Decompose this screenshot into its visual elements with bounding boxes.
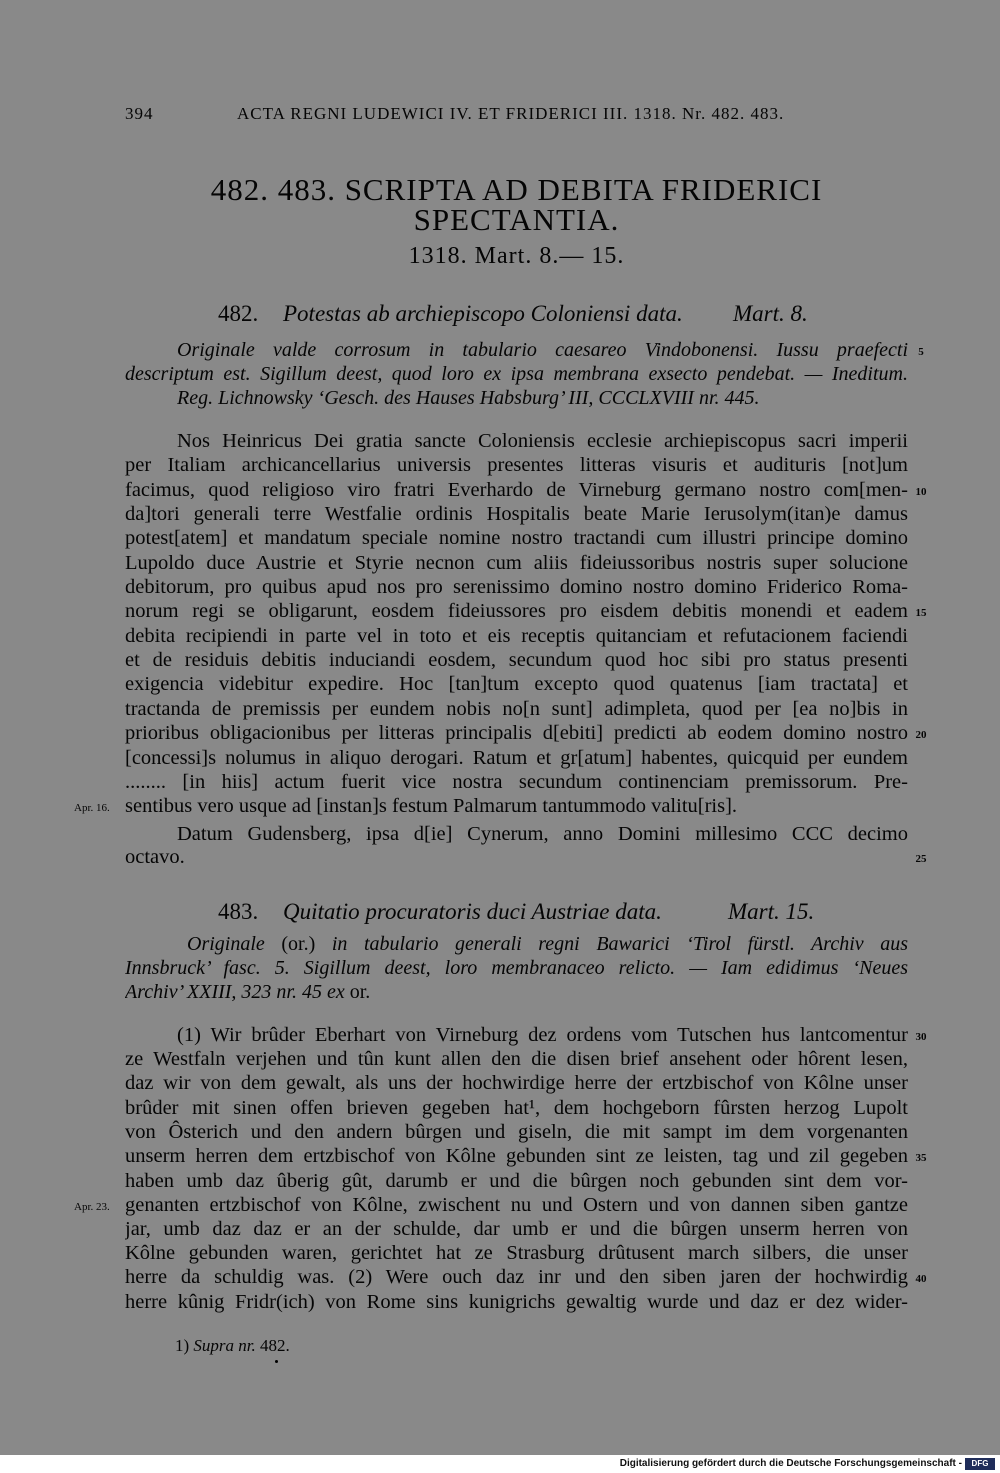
text-line: debita recipiendi in parte vel in toto et eis receptis quitanciam et refutacionem faciendi <box>125 625 908 647</box>
note-segment-siglum: or. <box>349 981 371 1003</box>
section-title: 482. 483. SCRIPTA AD DEBITA FRIDERICI <box>210 172 823 207</box>
text-line: per Italiam archicancellarius universis presentes litteras visuris et audituris [not]um <box>125 454 908 476</box>
ink-speck <box>275 1360 278 1363</box>
text-line: debitorum, pro quibus apud nos pro serenissimo domino nostro domino Friderico Roma- <box>125 576 908 598</box>
text-line: herre da schuldig was. (2) Were ouch daz inr und den siben jaren der hochwirdig <box>125 1266 908 1288</box>
document-482-heading <box>0 300 1000 328</box>
line-number: 20 <box>915 729 927 741</box>
document-heading-text: Potestas ab archiepiscopo Coloniensi data. <box>283 301 683 326</box>
line-number: 15 <box>915 607 927 619</box>
footnote-reference: Supra nr. <box>193 1336 256 1355</box>
document-heading-text: Quitatio procuratoris duci Austriae data. <box>283 899 662 924</box>
text-line: et de residuis debitis induciandi eosdem, secundum quod hoc sibi pro status presenti <box>125 649 908 671</box>
editorial-note-line <box>125 956 908 980</box>
footnote <box>175 1335 290 1357</box>
margin-date: Apr. 23. <box>74 1201 110 1213</box>
line-number: 35 <box>915 1152 927 1164</box>
document-483-heading <box>0 898 1000 926</box>
text-line: unserm herren dem ertzbischof von Kôlne gebunden sint ze leisten, tag und zil gegeben <box>125 1145 908 1167</box>
text-line: herre kûnig Fridr(ich) von Rome sins kunigrichs gewaltig wurde und daz er dez wider- <box>125 1291 908 1313</box>
footnote-marker: 1) <box>175 1336 190 1355</box>
digitization-footer <box>0 1455 1000 1473</box>
line-number: 10 <box>915 486 927 498</box>
text-line: facimus, quod religioso viro fratri Everhardo de Virneburg germano nostro com[men- <box>125 479 908 501</box>
margin-date: Apr. 16. <box>74 802 110 814</box>
text-line: ze Westfaln verjehen und tûn kunt allen den die disen brief ansehent oder hôrent lesen, <box>125 1048 908 1070</box>
funding-credit: Digitalisierung gefördert durch die Deutsche Forschungsgemeinschaft - <box>619 1458 962 1469</box>
dfg-logo-icon: DFG <box>965 1458 995 1470</box>
editorial-note-line <box>125 980 908 1004</box>
text-line: tractanda de premissis per eundem nobis no[n sunt] adimpleta, quod per [ea no]bis in <box>125 698 908 720</box>
document-date: Mart. 15. <box>728 899 815 924</box>
section-date-range: 1318. Mart. 8.— 15. <box>408 243 625 269</box>
editorial-note-line: descriptum est. Sigillum deest, quod loro ex ipsa membrana exsecto pendebat. — Ineditum. <box>125 363 908 385</box>
note-segment-siglum: (or.) <box>281 933 316 955</box>
note-segment: Archiv’ XXIII, 323 nr. 45 ex <box>125 981 345 1003</box>
line-number: 5 <box>918 346 924 358</box>
text-line: Datum Gudensberg, ipsa d[ie] Cynerum, anno Domini millesimo CCC decimo <box>177 823 908 845</box>
note-segment: Innsbruck’ fasc. 5. Sigillum deest, loro membranaceo relicto. — Iam edidimus ‘Neues <box>125 957 908 979</box>
editorial-note-line <box>187 932 908 956</box>
text-line: ........ [in hiis] actum fuerit vice nostra secundum continenciam premissorum. Pre- <box>125 771 908 793</box>
text-line: genanten ertzbischof von Kôlne, zwischent nu und Ostern und von dannen siben gantze <box>125 1194 908 1216</box>
text-line: jar, umb daz daz er an der schulde, dar umb er und die bûrgen unserm herren von <box>125 1218 908 1240</box>
note-segment: Originale <box>187 933 265 955</box>
text-line: exigencia videbitur expedire. Hoc [tan]tum excepto quod quatenus [iam tractata] et <box>125 673 908 695</box>
text-line: prioribus obligacionibus per litteras principalis d[ebiti] predicti ab eodem domino nostro <box>125 722 908 744</box>
text-line: von Ôsterich und den andern bûrgen und giseln, die mit sampt im dem vorgenanten <box>125 1121 908 1143</box>
line-number: 30 <box>915 1031 927 1043</box>
text-line: da]tori generali terre Westfalie ordinis Hospitalis beate Marie Ierusolym(itan)e damus <box>125 503 908 525</box>
document-date: Mart. 8. <box>733 301 808 326</box>
footnote-number: 482. <box>260 1336 290 1355</box>
text-line: [concessi]s nolumus in aliquo derogari. Ratum et gr[atum] habentes, quicquid per eundem <box>125 747 908 769</box>
text-line: octavo. <box>125 846 185 868</box>
document-number: 483. <box>218 899 259 924</box>
line-number: 25 <box>915 853 927 865</box>
text-line: norum regi se obligarunt, eosdem fideiussores pro eisdem debitis monendi et eadem <box>125 600 908 622</box>
note-segment: in tabulario generali regni Bawarici ‘Tirol fürstl. Archiv aus <box>331 933 908 955</box>
document-number: 482. <box>218 301 259 326</box>
text-line: Nos Heinricus Dei gratia sancte Coloniensis ecclesie archiepiscopus sacri imperii <box>177 430 908 452</box>
editorial-note-line: Originale valde corrosum in tabulario caesareo Vindobonensi. Iussu praefecti <box>177 339 908 361</box>
text-line: Lupoldo duce Austrie et Styrie necnon cum aliis fideiussoribus nostris super solucione <box>125 552 908 574</box>
text-line: brûder mit sinen offen brieven gegeben hat¹, dem hochgeborn fûrsten herzog Lupolt <box>125 1097 908 1119</box>
text-line: Kôlne gebunden waren, gerichtet hat ze Strasburg drûtusent march silbers, die unser <box>125 1242 908 1264</box>
text-line: (1) Wir brûder Eberhart von Virneburg dez ordens vom Tutschen hus lantcomentur <box>177 1024 908 1046</box>
text-line: sentibus vero usque ad [instan]s festum Palmarum tantummodo valitu[ris]. <box>125 795 738 817</box>
section-title-continued: SPECTANTIA. <box>413 202 620 237</box>
page-number: 394 <box>125 104 154 123</box>
running-title: ACTA REGNI LUDEWICI IV. ET FRIDERICI III. 1318. Nr. 482. 483. <box>237 104 785 123</box>
text-line: potest[atem] et mandatum speciale nomine nostro tractandi cum illustri principe domino <box>125 527 908 549</box>
editorial-note-line: Reg. Lichnowsky ‘Gesch. des Hauses Habsburg’ III, CCCLXVIII nr. 445. <box>177 387 760 409</box>
text-line: daz wir von dem gewalt, als uns der hochwirdige herre der ertzbischof von Kôlne unser <box>125 1072 908 1094</box>
text-line: haben umb daz ûberig gût, darumb er und die bûrgen noch gebunden sint dem vor- <box>125 1170 908 1192</box>
line-number: 40 <box>915 1273 927 1285</box>
